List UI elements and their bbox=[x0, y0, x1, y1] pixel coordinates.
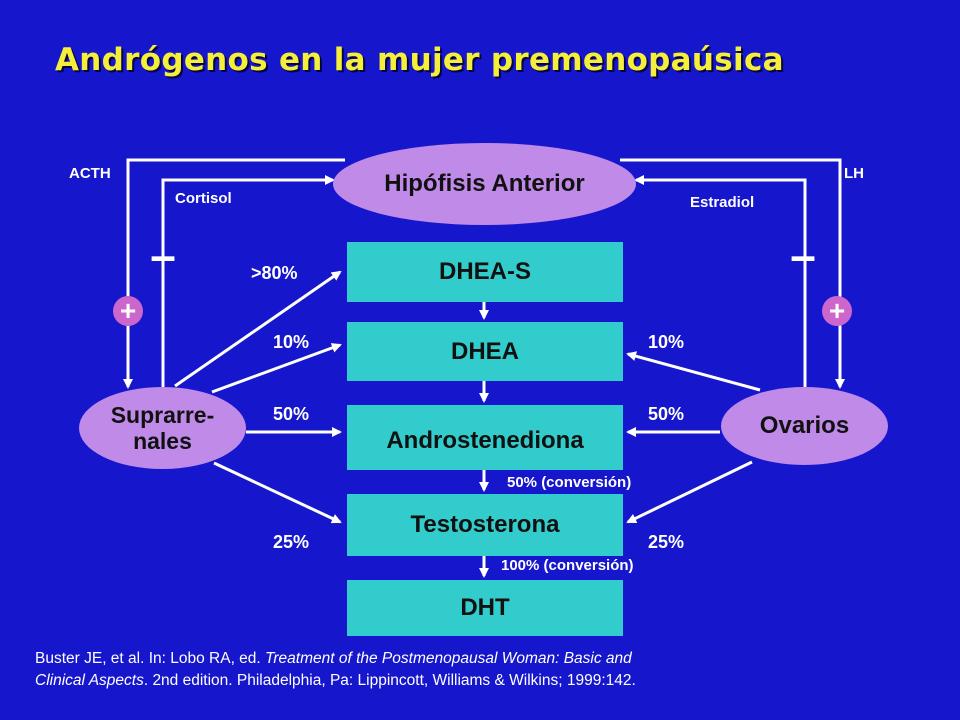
citation bbox=[35, 648, 935, 692]
dheas-box: DHEA-S bbox=[347, 242, 623, 302]
estradiol-line bbox=[636, 180, 805, 387]
adrenal-testo-arrow bbox=[214, 463, 340, 522]
adrenal-dheas-arrow bbox=[175, 272, 340, 386]
citation-line1-italic: Treatment of the Postmenopausal Woman: Basic and bbox=[265, 650, 632, 667]
ovary-dhea-pct: 10% bbox=[648, 332, 685, 352]
suprarrenales-line2: nales bbox=[133, 428, 192, 454]
ovarios-node: Ovarios bbox=[721, 387, 888, 465]
citation-line2-plain: . 2nd edition. Philadelphia, Pa: Lippincott, Williams & Wilkins; 1999:142. bbox=[143, 672, 636, 689]
ovary-testo-arrow bbox=[628, 462, 752, 522]
ovary-minus-sign: – bbox=[790, 229, 816, 281]
suprarrenales-node bbox=[79, 387, 246, 469]
ovary-dhea-arrow bbox=[628, 354, 760, 390]
dhea-box: DHEA bbox=[347, 322, 623, 381]
conversion-testo-label: 50% (conversión) bbox=[507, 474, 632, 491]
dht-box: DHT bbox=[347, 580, 623, 636]
adrenal-dheas-pct: >80% bbox=[251, 263, 298, 283]
adrenal-plus-sign: + bbox=[113, 296, 143, 326]
hipofisis-node: Hipófisis Anterior bbox=[333, 143, 636, 225]
testosterona-box: Testosterona bbox=[347, 494, 623, 556]
adrenal-andro-pct: 50% bbox=[273, 404, 310, 424]
cortisol-label: Cortisol bbox=[175, 190, 232, 207]
citation-line1-plain: Buster JE, et al. In: Lobo RA, ed. bbox=[35, 650, 266, 667]
acth-label: ACTH bbox=[69, 165, 111, 182]
adrenal-dhea-pct: 10% bbox=[273, 332, 310, 352]
estradiol-label: Estradiol bbox=[690, 194, 755, 211]
lh-label: LH bbox=[844, 165, 864, 182]
adrenal-minus-sign: – bbox=[150, 229, 176, 281]
ovary-andro-pct: 50% bbox=[648, 404, 685, 424]
citation-line2-italic: Clinical Aspects bbox=[35, 672, 144, 689]
adrenal-testo-pct: 25% bbox=[273, 532, 310, 552]
conversion-dht-label: 100% (conversión) bbox=[501, 557, 634, 574]
ovary-plus-sign: + bbox=[822, 296, 852, 326]
slide-title: Andrógenos en la mujer premenopaúsica bbox=[55, 42, 784, 78]
suprarrenales-line1: Suprarre- bbox=[110, 401, 215, 428]
ovary-testo-pct: 25% bbox=[648, 532, 685, 552]
androstenediona-box: Androstenediona bbox=[347, 405, 623, 470]
